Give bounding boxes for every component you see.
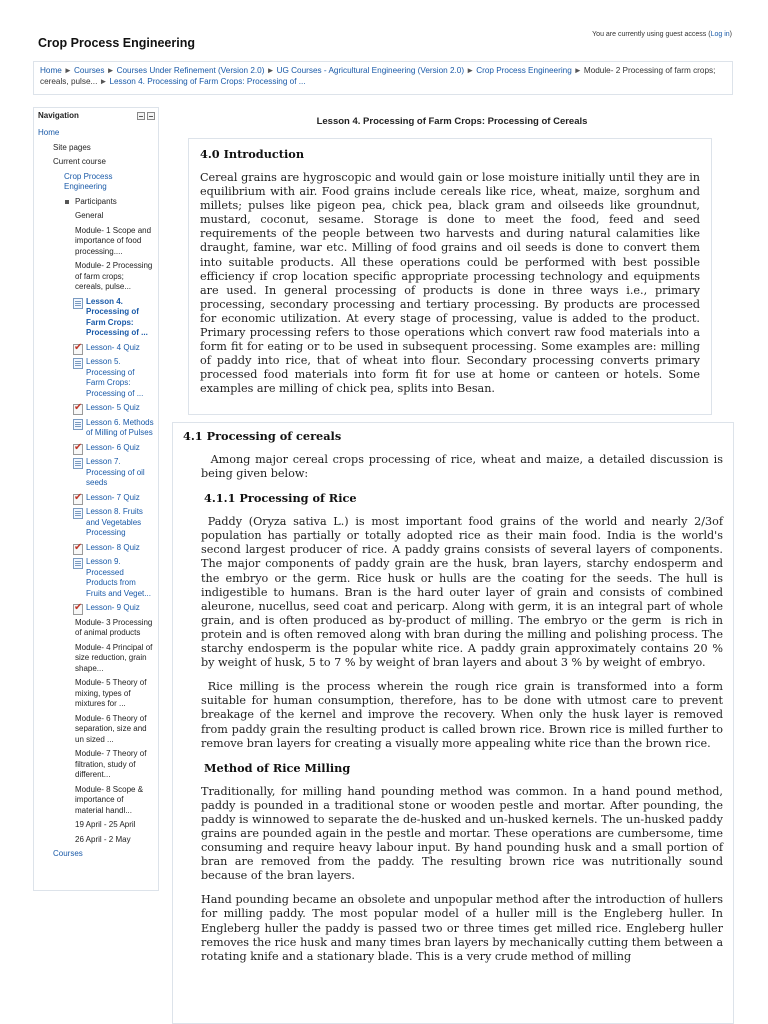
nav-item-label: Module- 4 Principal of size reduction, grain shape... bbox=[75, 642, 153, 673]
nav-item-quiz[interactable] bbox=[34, 441, 158, 456]
nav-item-label: Module- 2 Processing of farm crops; cereals, pulse... bbox=[75, 261, 153, 291]
breadcrumb-separator-icon: ► bbox=[99, 76, 108, 86]
login-info-close: ) bbox=[729, 31, 732, 38]
nav-item bbox=[34, 641, 158, 677]
method-paragraph-2: Hand pounding became an obsolete and unpopular method after the introduction of hullers for milling paddy. The most popular model of a huller mill is the Engleberg huller. In Engleberg huller the paddy is passed two or three times get milled rice. Engleberg huller removes the rice husk and many times bran layers by mechanically cutting them between a rotating knife and a stationary blade. This is a very crude method of milling bbox=[201, 893, 723, 963]
quiz-icon bbox=[73, 544, 83, 555]
nav-item-label: 19 April - 25 April bbox=[75, 820, 136, 829]
method-paragraph-1: Traditionally, for milling hand pounding method was common. In a hand pound method, paddy is pounded in a traditional stone or wooden pestle and mortar. After pounding, the paddy is winnowed to separate the de-husked and un-husked kernels. The un-husked paddy grains are pounded again in the pestle and mortar. These operations are cumbersome, time consuming and require heavy labour input. By hand pounding husk and a small portion of bran are removed from the paddy. The resulting brown rice was nutritionally sound because of the bran layers. bbox=[201, 784, 723, 883]
nav-item-label: Module- 1 Scope and importance of food processing.... bbox=[75, 225, 152, 256]
breadcrumb-separator-icon: ► bbox=[63, 66, 72, 75]
processing-cereals-box bbox=[172, 422, 734, 1024]
nav-item-label: Lesson 8. Fruits and Vegetables Processing bbox=[86, 507, 143, 537]
quiz-icon bbox=[73, 604, 83, 615]
nav-item-label: 26 April - 2 May bbox=[75, 834, 131, 844]
quiz-icon bbox=[73, 344, 83, 355]
page-icon bbox=[73, 508, 83, 519]
rice-paragraph-1: Paddy (Oryza sativa L.) is most important food grains of the world and nearly 2/3of population has partially or totally adopted rice as their main food. India is the world's second largest producer of rice. A paddy grains consists of several layers of components. The major components of paddy grain are the husk, bran layers, starchy endosperm and the embryo or the germ. Rice husk or hulls are the coating for the seeds. The hull is indigestible to humans. Bran is the hard outer layer of grain and consists of combined aleurone, nucellus, seed coat and pericarp. Along with germ, it is an integral part of whole grain, and is often produced as by-product of milling. The embryo or the germ is rich in protein and is often removed along with bran during the milling and polishing process. The starchy endosperm is the popular white rice. A paddy grain approximately contains 20 % by weight of husk, 5 to 7 % by weight of bran layers and about 3 % by weight of embryo. bbox=[201, 515, 727, 670]
page-icon bbox=[73, 458, 83, 469]
nav-item[interactable] bbox=[34, 126, 158, 141]
site-title[interactable]: Crop Process Engineering bbox=[38, 36, 195, 50]
navigation-block bbox=[33, 107, 159, 891]
nav-item-label: Lesson- 5 Quiz bbox=[86, 403, 140, 412]
nav-item[interactable] bbox=[34, 195, 158, 210]
nav-item-label: Home bbox=[38, 128, 60, 137]
nav-item bbox=[34, 818, 158, 833]
bullet-icon bbox=[65, 200, 69, 204]
breadcrumb-separator-icon: ► bbox=[573, 66, 582, 75]
nav-item bbox=[34, 616, 158, 641]
nav-item-label: Crop Process Engineering bbox=[64, 171, 113, 191]
nav-item-label: Lesson 6. Methods of Milling of Pulses bbox=[86, 417, 154, 437]
login-link[interactable]: Log in bbox=[710, 31, 730, 38]
collapse-block-icon[interactable] bbox=[137, 112, 145, 120]
breadcrumb-separator-icon: ► bbox=[106, 66, 115, 75]
breadcrumb bbox=[33, 61, 733, 95]
nav-item-lesson[interactable] bbox=[34, 295, 158, 341]
nav-item-quiz[interactable] bbox=[34, 401, 158, 416]
section-heading: 4.1 Processing of cereals bbox=[183, 429, 342, 443]
nav-item-label: Module- 3 Processing of animal products bbox=[75, 617, 153, 637]
nav-item-label: Lesson- 7 Quiz bbox=[86, 492, 140, 502]
breadcrumb-separator-icon: ► bbox=[266, 66, 275, 75]
nav-item-lesson[interactable] bbox=[34, 455, 158, 491]
login-info bbox=[592, 31, 732, 38]
lesson-title: Lesson 4. Processing of Farm Crops: Processing of Cereals bbox=[316, 116, 588, 127]
page-icon bbox=[73, 558, 83, 569]
nav-item-lesson[interactable] bbox=[34, 355, 158, 401]
navigation-tree bbox=[34, 126, 158, 862]
navigation-title: Navigation bbox=[38, 111, 79, 120]
nav-item bbox=[34, 155, 158, 170]
nav-item-lesson[interactable] bbox=[34, 505, 158, 541]
introduction-paragraph: Cereal grains are hygroscopic and would gain or lose moisture initially until they are in equilibrium with air. Food grains include cereals like rice, wheat, maize, sorghum and millets; pulses like pigeon pea, chick pea, black gram and oilseeds like groundnut, mustard, coconut, sesame. Storage is done to meet the food, feed and seed requirements of the people between two harvests and during natural calamities like draught, famine, war etc. Milling of food grains and oil seeds is done to convert them into suitable products. All these operations could be performed with best possible efficiency if crop location specific appropriate processing technology and equipments are used. In general processing of products is done in three ways i.e., primary processing, secondary processing and tertiary processing. By products are processed for economic utilization. At every stage of processing, value is added to the product. Primary processing refers to those operations which convert raw food materials into a form fit for eating or to be used in subsequent processing. Some examples are: milling of paddy into rice, that of wheat into flour. Secondary processing converts primary processed food materials into form fit for use at home or canteen or hotels. Some examples are milling of chick pea, splits into Besan. bbox=[200, 171, 700, 396]
nav-item-quiz[interactable] bbox=[34, 541, 158, 556]
breadcrumb-item[interactable]: UG Courses - Agricultural Engineering (Version 2.0) bbox=[276, 66, 465, 75]
nav-item-label: Lesson 9. Processed Products from Fruits and Veget... bbox=[86, 557, 151, 598]
nav-item-quiz[interactable] bbox=[34, 341, 158, 356]
quiz-icon bbox=[73, 494, 83, 505]
introduction-box bbox=[188, 138, 712, 415]
rice-paragraph-2: Rice milling is the process wherein the rough rice grain is transformed into a form suitable for human consumption, therefore, has to be done with utmost care to prevent breakage of the kernel and improve the recovery. When only the husk layer is removed from paddy grain the resulting product is called brown rice. Brown rice is milled further to remove bran layers for creating a visually more appealing white rice than the brown rice. bbox=[201, 680, 727, 750]
nav-item bbox=[34, 141, 158, 156]
navigation-header bbox=[34, 108, 158, 126]
nav-item-lesson[interactable] bbox=[34, 555, 158, 601]
nav-item-label: Courses bbox=[53, 849, 83, 858]
section-intro-paragraph: Among major cereal crops processing of rice, wheat and maize, a detailed discussion is being given below: bbox=[201, 453, 727, 481]
nav-item-label: General bbox=[75, 211, 104, 220]
nav-item-label: Module- 7 Theory of filtration, study of different... bbox=[75, 749, 147, 779]
page-icon bbox=[73, 298, 83, 309]
breadcrumb-item: Module- 2 Processing of farm crops; cereals, pulse... bbox=[40, 66, 716, 86]
nav-item bbox=[34, 209, 158, 224]
breadcrumb-separator-icon: ► bbox=[466, 66, 475, 75]
breadcrumb-item[interactable]: Crop Process Engineering bbox=[476, 66, 572, 75]
breadcrumb-item[interactable]: Courses Under Refinement (Version 2.0) bbox=[116, 66, 265, 75]
quiz-icon bbox=[73, 404, 83, 415]
nav-item-label: Lesson- 9 Quiz bbox=[86, 603, 140, 612]
method-heading: Method of Rice Milling bbox=[204, 760, 351, 775]
nav-item-label: Lesson 7. Processing of oil seeds bbox=[86, 457, 145, 487]
page-icon bbox=[73, 358, 83, 369]
breadcrumb-item[interactable]: Lesson 4. Processing of Farm Crops: Processing of ... bbox=[109, 76, 306, 86]
nav-item-label: Lesson 5. Processing of Farm Crops: Processing of ... bbox=[86, 357, 144, 398]
nav-item bbox=[34, 224, 158, 260]
nav-item-quiz[interactable] bbox=[34, 491, 158, 506]
nav-item-quiz[interactable] bbox=[34, 601, 158, 616]
nav-item-label: Lesson 4. Processing of Farm Crops: Processing of ... bbox=[86, 296, 148, 337]
nav-item-label: Module- 6 Theory of separation, size and un sized ... bbox=[75, 713, 147, 744]
nav-item-lesson[interactable] bbox=[34, 416, 158, 441]
nav-item-label: Lesson- 4 Quiz bbox=[86, 342, 140, 352]
nav-item bbox=[34, 833, 158, 848]
breadcrumb-item[interactable]: Home bbox=[40, 66, 62, 75]
login-info-text: You are currently using guest access ( bbox=[592, 31, 711, 38]
dock-block-icon[interactable] bbox=[147, 112, 155, 120]
nav-item-label: Site pages bbox=[53, 142, 91, 152]
nav-item-label: Module- 5 Theory of mixing, types of mixtures for ... bbox=[75, 678, 147, 708]
nav-item bbox=[34, 676, 158, 712]
nav-item bbox=[34, 712, 158, 748]
nav-item-label: Participants bbox=[75, 196, 117, 206]
quiz-icon bbox=[73, 444, 83, 455]
breadcrumb-item[interactable]: Courses bbox=[73, 66, 105, 75]
page-icon bbox=[73, 419, 83, 430]
nav-item-label: Module- 8 Scope & importance of material handl... bbox=[75, 784, 144, 815]
nav-item[interactable] bbox=[34, 170, 158, 195]
nav-item bbox=[34, 259, 158, 295]
nav-item[interactable] bbox=[34, 847, 158, 862]
nav-item-label: Current course bbox=[53, 157, 106, 166]
nav-item bbox=[34, 747, 158, 783]
introduction-heading: 4.0 Introduction bbox=[200, 147, 305, 161]
nav-item-label: Lesson- 8 Quiz bbox=[86, 542, 140, 552]
nav-item-label: Lesson- 6 Quiz bbox=[86, 442, 140, 452]
section-body bbox=[183, 453, 727, 964]
rice-heading: 4.1.1 Processing of Rice bbox=[204, 491, 357, 506]
nav-item bbox=[34, 783, 158, 819]
